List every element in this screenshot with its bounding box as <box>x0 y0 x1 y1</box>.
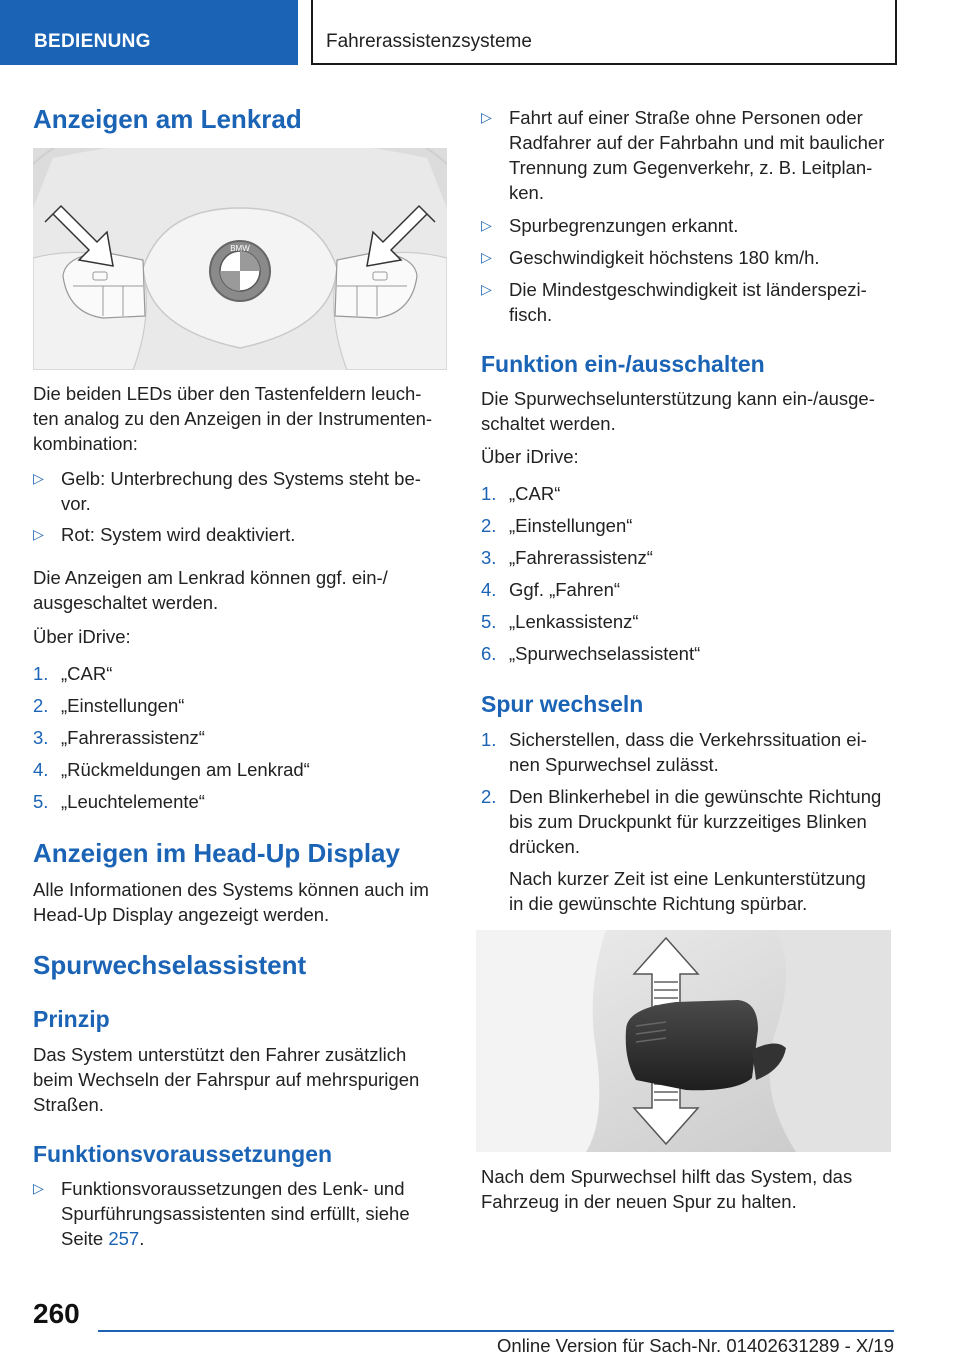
list-item <box>33 661 447 686</box>
paragraph-after <box>481 1164 895 1214</box>
text-line: in die gewünschte Richtung spürbar. <box>509 893 808 914</box>
header-chapter-box <box>311 0 897 65</box>
text-line: Funktionsvoraussetzungen des Lenk- und <box>61 1178 405 1199</box>
paragraph-hud <box>33 877 447 927</box>
step-text: „CAR“ <box>61 663 113 684</box>
text-line: Gelb: Unterbrechung des Systems steht be- <box>61 468 421 489</box>
paragraph-prinzip <box>33 1042 447 1117</box>
text-line: bis zum Druckpunkt für kurzzeitiges Blinken <box>509 811 867 832</box>
list-item <box>33 693 447 718</box>
step-number: 4. <box>481 579 497 600</box>
text-line: Fahrt auf einer Straße ohne Personen oder <box>509 107 863 128</box>
text-line: Straßen. <box>33 1094 104 1115</box>
list-item <box>33 725 447 750</box>
step-text: Ggf. „Fahren“ <box>509 579 621 600</box>
list-item <box>481 213 895 238</box>
step-text: „Lenkassistenz“ <box>509 611 639 632</box>
heading-funktionsvoraussetzungen: Funktionsvoraussetzungen <box>33 1141 333 1167</box>
list-item <box>481 105 895 205</box>
list-item <box>481 727 895 777</box>
footer-divider <box>98 1330 894 1332</box>
list-item <box>481 277 895 327</box>
text-line: Spurführungsassistenten sind erfüllt, siehe <box>61 1203 410 1224</box>
step-text: „Fahrerassistenz“ <box>509 547 653 568</box>
text-line: schaltet werden. <box>481 413 616 434</box>
step-text: „Einstellungen“ <box>61 695 185 716</box>
text-line: Head-Up Display angezeigt werden. <box>33 904 330 925</box>
text-line: Die Anzeigen am Lenkrad können ggf. ein-/ <box>33 567 388 588</box>
text-fragment: Seite <box>61 1228 109 1249</box>
idrive-label: Über iDrive: <box>33 626 131 647</box>
list-item <box>481 577 895 602</box>
paragraph-switch <box>33 565 447 615</box>
heading-funktion-ein-aus: Funktion ein-/ausschalten <box>481 351 765 377</box>
list-item <box>481 245 895 270</box>
list-item <box>481 481 895 506</box>
list-item <box>33 789 447 814</box>
list-item <box>33 522 447 547</box>
heading-spurwechselassistent: Spurwechselassistent <box>33 950 307 980</box>
heading-spur-wechseln: Spur wechseln <box>481 691 644 717</box>
step-text: „Spurwechselassistent“ <box>509 643 701 664</box>
step-number: 1. <box>481 729 497 750</box>
bullet-triangle-icon: ▷ <box>481 249 492 265</box>
text-line: nen Spurwechsel zulässt. <box>509 754 719 775</box>
heading-prinzip: Prinzip <box>33 1006 110 1032</box>
bullet-triangle-icon: ▷ <box>481 281 492 297</box>
heading-hud: Anzeigen im Head-Up Display <box>33 838 400 868</box>
step-text: „Fahrerassistenz“ <box>61 727 205 748</box>
list-item <box>481 641 895 666</box>
list-item <box>33 1176 447 1251</box>
text-line: Die Spurwechselunterstützung kann ein-/ausge- <box>481 388 875 409</box>
text-line: Alle Informationen des Systems können auch im <box>33 879 429 900</box>
text-line: Den Blinkerhebel in die gewünschte Richtung <box>509 786 882 807</box>
text-line: Geschwindigkeit höchstens 180 km/h. <box>509 247 820 268</box>
step-number: 4. <box>33 759 49 780</box>
text-line: vor. <box>61 493 91 514</box>
step-number: 1. <box>33 663 49 684</box>
page-number: 260 <box>33 1298 80 1329</box>
step-number: 2. <box>481 515 497 536</box>
step-number: 2. <box>33 695 49 716</box>
bullet-triangle-icon: ▷ <box>33 526 44 542</box>
step-number: 5. <box>481 611 497 632</box>
text-line: Die beiden LEDs über den Tastenfeldern leuch- <box>33 383 422 404</box>
paragraph-leds <box>33 381 447 456</box>
page-reference-link[interactable]: 257 <box>108 1228 140 1249</box>
turn-signal-illustration <box>476 930 891 1152</box>
step-number: 3. <box>481 547 497 568</box>
text-line: ken. <box>509 182 544 203</box>
text-fragment: . <box>139 1228 145 1249</box>
list-item <box>33 466 447 516</box>
text-line <box>61 1226 447 1251</box>
list-item <box>481 784 895 859</box>
text-line: beim Wechseln der Fahrspur auf mehrspurigen <box>33 1069 420 1090</box>
bullet-triangle-icon: ▷ <box>481 217 492 233</box>
list-item <box>481 545 895 570</box>
text-line: Die Mindestgeschwindigkeit ist länderspezi- <box>509 279 867 300</box>
text-line: Trennung zum Gegenverkehr, z. B. Leitplan- <box>509 157 873 178</box>
text-line: Fahrzeug in der neuen Spur zu halten. <box>481 1191 797 1212</box>
bullet-triangle-icon: ▷ <box>33 470 44 486</box>
text-line: drücken. <box>509 836 580 857</box>
header-section-tab <box>0 0 298 65</box>
header-section-label: BEDIENUNG <box>34 31 151 52</box>
idrive-label: Über iDrive: <box>481 446 579 467</box>
heading-anzeigen-lenkrad: Anzeigen am Lenkrad <box>33 104 302 134</box>
paragraph-funktion <box>481 386 895 436</box>
list-item <box>481 609 895 634</box>
steering-wheel-illustration <box>33 148 447 370</box>
text-line: Rot: System wird deaktiviert. <box>61 524 296 545</box>
bmw-logo-text: BMW <box>230 244 250 253</box>
step-text: „CAR“ <box>509 483 561 504</box>
text-line: Sicherstellen, dass die Verkehrssituation ei- <box>509 729 867 750</box>
figure-turn-signal-lever <box>476 930 891 1152</box>
text-line: Radfahrer auf der Fahrbahn und mit baulicher <box>509 132 885 153</box>
text-line: Das System unterstützt den Fahrer zusätzlich <box>33 1044 407 1065</box>
step-number: 1. <box>481 483 497 504</box>
text-line: kombination: <box>33 433 138 454</box>
text-line: Nach dem Spurwechsel hilft das System, das <box>481 1166 853 1187</box>
text-line: ausgeschaltet werden. <box>33 592 219 613</box>
text-line: ten analog zu den Anzeigen in der Instrumenten- <box>33 408 433 429</box>
bullet-triangle-icon: ▷ <box>33 1180 44 1196</box>
text-line: Nach kurzer Zeit ist eine Lenkunterstützung <box>509 868 866 889</box>
list-item <box>481 513 895 538</box>
lever-body <box>626 1000 758 1090</box>
step-number: 2. <box>481 786 497 807</box>
header-chapter-label: Fahrerassistenzsysteme <box>326 31 532 52</box>
text-line: fisch. <box>509 304 553 325</box>
footer-online-version: Online Version für Sach-Nr. 01402631289 - X/19 <box>497 1335 894 1356</box>
step-number: 5. <box>33 791 49 812</box>
step-number: 3. <box>33 727 49 748</box>
step-text: „Rückmeldungen am Lenkrad“ <box>61 759 310 780</box>
text-line: Spurbegrenzungen erkannt. <box>509 215 739 236</box>
list-item <box>33 757 447 782</box>
step-text: „Leuchtelemente“ <box>61 791 205 812</box>
bullet-triangle-icon: ▷ <box>481 109 492 125</box>
paragraph-note <box>509 866 895 916</box>
step-number: 6. <box>481 643 497 664</box>
figure-steering-wheel <box>33 148 447 370</box>
step-text: „Einstellungen“ <box>509 515 633 536</box>
